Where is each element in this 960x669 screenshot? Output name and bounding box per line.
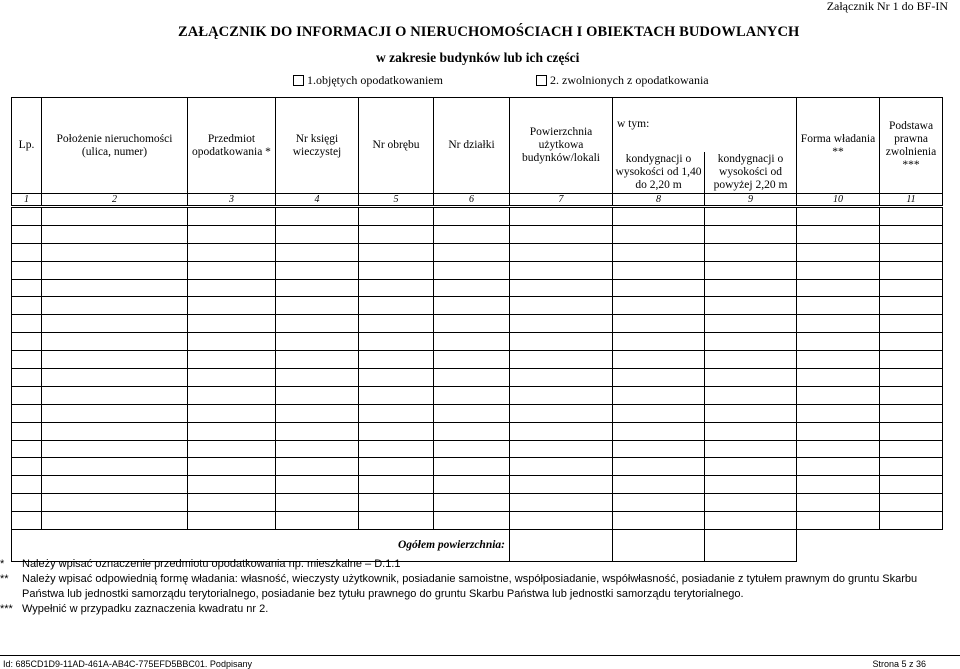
table-row <box>12 261 943 279</box>
property-table <box>11 97 943 562</box>
table-cell[interactable] <box>797 333 880 351</box>
header-row <box>12 98 943 152</box>
table-cell[interactable] <box>359 261 434 279</box>
table-cell[interactable] <box>797 476 880 494</box>
table-row <box>12 297 943 315</box>
table-cell[interactable] <box>705 369 797 387</box>
table-cell[interactable] <box>705 207 797 226</box>
table-row <box>12 512 943 530</box>
table-cell[interactable] <box>434 369 510 387</box>
column-number: 8 <box>613 194 705 207</box>
table-cell[interactable] <box>510 225 613 243</box>
table-cell[interactable] <box>42 386 188 404</box>
table-cell[interactable] <box>880 512 943 530</box>
table-cell[interactable] <box>276 458 359 476</box>
header-ownership: Forma władania ** <box>797 98 880 194</box>
table-cell[interactable] <box>359 422 434 440</box>
table-cell[interactable] <box>359 512 434 530</box>
table-cell[interactable] <box>510 315 613 333</box>
table-row <box>12 369 943 387</box>
table-cell[interactable] <box>510 261 613 279</box>
header-lp: Lp. <box>12 98 42 194</box>
table-cell[interactable] <box>797 512 880 530</box>
table-cell[interactable] <box>359 494 434 512</box>
table-cell[interactable] <box>510 207 613 226</box>
table-cell[interactable] <box>434 422 510 440</box>
table-cell[interactable] <box>434 261 510 279</box>
table-cell[interactable] <box>42 315 188 333</box>
table-cell[interactable] <box>613 386 705 404</box>
table-cell[interactable] <box>188 494 276 512</box>
table-cell[interactable] <box>797 225 880 243</box>
header-subject: Przedmiot opodatkowania * <box>188 98 276 194</box>
table-cell[interactable] <box>880 315 943 333</box>
table-cell[interactable] <box>188 422 276 440</box>
table-cell[interactable] <box>510 279 613 297</box>
table-cell[interactable] <box>188 476 276 494</box>
table-cell[interactable] <box>12 386 42 404</box>
table-cell[interactable] <box>359 243 434 261</box>
table-cell[interactable] <box>613 494 705 512</box>
table-cell[interactable] <box>359 386 434 404</box>
table-cell[interactable] <box>510 440 613 458</box>
table-cell[interactable] <box>880 476 943 494</box>
footnote-mark: *** <box>0 603 13 615</box>
table-cell[interactable] <box>42 369 188 387</box>
table-cell[interactable] <box>705 476 797 494</box>
column-number: 7 <box>510 194 613 207</box>
table-cell[interactable] <box>880 279 943 297</box>
table-cell[interactable] <box>880 494 943 512</box>
table-cell[interactable] <box>359 279 434 297</box>
table-cell[interactable] <box>613 207 705 226</box>
header-legal-basis: Podstawa prawna zwolnienia *** <box>880 98 943 194</box>
table-row <box>12 279 943 297</box>
table-cell[interactable] <box>12 243 42 261</box>
header-precinct: Nr obrębu <box>359 98 434 194</box>
table-cell[interactable] <box>359 351 434 369</box>
table-cell[interactable] <box>880 297 943 315</box>
table-cell[interactable] <box>705 458 797 476</box>
table-cell[interactable] <box>12 279 42 297</box>
table-cell[interactable] <box>510 512 613 530</box>
table-cell[interactable] <box>42 404 188 422</box>
table-cell[interactable] <box>188 458 276 476</box>
table-cell[interactable] <box>12 207 42 226</box>
table-row <box>12 225 943 243</box>
column-number: 11 <box>880 194 943 207</box>
table-cell[interactable] <box>359 225 434 243</box>
checkbox-taxed-label: 1.objętych opodatkowaniem <box>307 73 443 87</box>
table-cell[interactable] <box>434 279 510 297</box>
footnote <box>0 572 960 602</box>
table-cell[interactable] <box>510 422 613 440</box>
table-cell[interactable] <box>276 440 359 458</box>
table-cell[interactable] <box>42 261 188 279</box>
footer-page: Strona 5 z 36 <box>872 659 926 669</box>
table-row <box>12 458 943 476</box>
column-number: 10 <box>797 194 880 207</box>
table-row <box>12 422 943 440</box>
table-cell[interactable] <box>434 225 510 243</box>
table-cell[interactable] <box>613 333 705 351</box>
table-cell[interactable] <box>510 458 613 476</box>
table-cell[interactable] <box>42 279 188 297</box>
table-cell[interactable] <box>880 243 943 261</box>
table-cell[interactable] <box>705 315 797 333</box>
table-cell[interactable] <box>12 476 42 494</box>
table-cell[interactable] <box>42 494 188 512</box>
table-cell[interactable] <box>359 440 434 458</box>
table-cell[interactable] <box>510 386 613 404</box>
table-cell[interactable] <box>359 297 434 315</box>
table-cell[interactable] <box>276 476 359 494</box>
table-cell[interactable] <box>188 512 276 530</box>
table-cell[interactable] <box>613 279 705 297</box>
table-cell[interactable] <box>12 440 42 458</box>
table-cell[interactable] <box>276 386 359 404</box>
table-cell[interactable] <box>434 476 510 494</box>
table-cell[interactable] <box>276 243 359 261</box>
table-cell[interactable] <box>359 404 434 422</box>
header-location: Położenie nieruchomości (ulica, numer) <box>42 98 188 194</box>
table-cell[interactable] <box>42 351 188 369</box>
table-cell[interactable] <box>613 422 705 440</box>
table-cell[interactable] <box>880 351 943 369</box>
document-title: ZAŁĄCZNIK DO INFORMACJI O NIERUCHOMOŚCIACH I OBIEKTACH BUDOWLANYCH <box>178 24 800 40</box>
table-cell[interactable] <box>797 315 880 333</box>
header-land-register: Nr księgi wieczystej <box>276 98 359 194</box>
table-cell[interactable] <box>613 297 705 315</box>
table-cell[interactable] <box>705 333 797 351</box>
checkbox-taxed[interactable] <box>293 73 443 88</box>
table-cell[interactable] <box>359 476 434 494</box>
table-cell[interactable] <box>510 243 613 261</box>
table-cell[interactable] <box>613 512 705 530</box>
table-cell[interactable] <box>797 369 880 387</box>
document-subtitle: w zakresie budynków lub ich części <box>376 50 580 65</box>
table-cell[interactable] <box>276 315 359 333</box>
table-cell[interactable] <box>613 225 705 243</box>
table-cell[interactable] <box>880 261 943 279</box>
table-cell[interactable] <box>12 494 42 512</box>
footnote-text: Wypełnić w przypadku zaznaczenia kwadratu nr 2. <box>22 603 269 615</box>
table-cell[interactable] <box>434 404 510 422</box>
table-cell[interactable] <box>613 458 705 476</box>
table-cell[interactable] <box>880 207 943 226</box>
table-cell[interactable] <box>188 243 276 261</box>
table-cell[interactable] <box>797 207 880 226</box>
table-cell[interactable] <box>42 458 188 476</box>
footnote-text: Należy wpisać oznaczenie przedmiotu opodatkowania np. mieszkalne – D.1.1 <box>22 558 401 570</box>
table-cell[interactable] <box>188 369 276 387</box>
column-numbers-row <box>12 194 943 207</box>
table-cell[interactable] <box>510 476 613 494</box>
table-cell[interactable] <box>188 315 276 333</box>
table-row <box>12 476 943 494</box>
table-cell[interactable] <box>42 297 188 315</box>
table-cell[interactable] <box>434 207 510 226</box>
table-row <box>12 351 943 369</box>
table-cell[interactable] <box>797 279 880 297</box>
table-cell[interactable] <box>12 261 42 279</box>
header-area: Powierzchnia użytkowa budynków/lokali <box>510 98 613 194</box>
table-cell[interactable] <box>705 243 797 261</box>
checkbox-box[interactable] <box>536 75 547 86</box>
table-cell[interactable] <box>880 458 943 476</box>
table-cell[interactable] <box>705 440 797 458</box>
table-cell[interactable] <box>797 243 880 261</box>
table-cell[interactable] <box>42 440 188 458</box>
table-cell[interactable] <box>880 369 943 387</box>
table-cell[interactable] <box>880 422 943 440</box>
table-cell[interactable] <box>42 243 188 261</box>
table-cell[interactable] <box>705 386 797 404</box>
footer-id: Id: 685CD1D9-11AD-461A-AB4C-775EFD5BBC01. Podpisany <box>3 659 252 669</box>
table-cell[interactable] <box>188 225 276 243</box>
table-cell[interactable] <box>434 297 510 315</box>
table-cell[interactable] <box>359 207 434 226</box>
table-cell[interactable] <box>797 404 880 422</box>
table-cell[interactable] <box>797 386 880 404</box>
table-cell[interactable] <box>510 297 613 315</box>
table-row <box>12 207 943 226</box>
table-cell[interactable] <box>705 422 797 440</box>
table-cell[interactable] <box>613 315 705 333</box>
table-cell[interactable] <box>12 333 42 351</box>
table-cell[interactable] <box>12 297 42 315</box>
table-cell[interactable] <box>188 440 276 458</box>
table-cell[interactable] <box>276 369 359 387</box>
table-row <box>12 494 943 512</box>
table-cell[interactable] <box>359 369 434 387</box>
table-row <box>12 315 943 333</box>
column-number: 1 <box>12 194 42 207</box>
table-cell[interactable] <box>359 333 434 351</box>
table-cell[interactable] <box>510 333 613 351</box>
table-cell[interactable] <box>705 351 797 369</box>
column-number: 2 <box>42 194 188 207</box>
table-cell[interactable] <box>12 422 42 440</box>
table-cell[interactable] <box>705 404 797 422</box>
table-cell[interactable] <box>434 386 510 404</box>
header-plot: Nr działki <box>434 98 510 194</box>
table-cell[interactable] <box>705 494 797 512</box>
table-cell[interactable] <box>705 512 797 530</box>
table-cell[interactable] <box>188 333 276 351</box>
table-cell[interactable] <box>12 404 42 422</box>
footnote-mark: * <box>0 558 5 570</box>
table-cell[interactable] <box>613 351 705 369</box>
table-cell[interactable] <box>42 207 188 226</box>
header-including: w tym: <box>613 98 797 152</box>
table-cell[interactable] <box>276 261 359 279</box>
table-cell[interactable] <box>880 440 943 458</box>
table-cell[interactable] <box>276 404 359 422</box>
table-cell[interactable] <box>510 404 613 422</box>
footnote-mark: ** <box>0 573 9 585</box>
table-cell[interactable] <box>613 476 705 494</box>
footnotes <box>0 557 960 617</box>
table-cell[interactable] <box>12 315 42 333</box>
column-number: 4 <box>276 194 359 207</box>
table-row <box>12 386 943 404</box>
table-cell[interactable] <box>613 404 705 422</box>
table-cell[interactable] <box>276 494 359 512</box>
checkbox-exempt[interactable] <box>536 73 709 88</box>
table-cell[interactable] <box>42 422 188 440</box>
table-row <box>12 333 943 351</box>
checkbox-box[interactable] <box>293 75 304 86</box>
table-cell[interactable] <box>613 369 705 387</box>
table-cell[interactable] <box>276 422 359 440</box>
column-number: 6 <box>434 194 510 207</box>
table-cell[interactable] <box>434 243 510 261</box>
table-cell[interactable] <box>797 440 880 458</box>
table-cell[interactable] <box>613 261 705 279</box>
table-cell[interactable] <box>188 261 276 279</box>
table-cell[interactable] <box>188 404 276 422</box>
table-cell[interactable] <box>42 333 188 351</box>
column-number: 5 <box>359 194 434 207</box>
table-cell[interactable] <box>434 458 510 476</box>
table-cell[interactable] <box>613 243 705 261</box>
table-body <box>12 207 943 530</box>
table-cell[interactable] <box>12 351 42 369</box>
table-cell[interactable] <box>276 279 359 297</box>
footer-divider <box>0 655 960 656</box>
table-cell[interactable] <box>276 225 359 243</box>
table-cell[interactable] <box>434 512 510 530</box>
table-cell[interactable] <box>705 279 797 297</box>
annex-label: Załącznik Nr 1 do BF-IN <box>826 0 948 13</box>
table-cell[interactable] <box>880 225 943 243</box>
table-cell[interactable] <box>434 315 510 333</box>
table-cell[interactable] <box>434 494 510 512</box>
table-cell[interactable] <box>705 225 797 243</box>
footnote-text: Należy wpisać odpowiednią formę władania: własność, wieczysty użytkownik, posiadanie samoistne, współposiadanie, współwłasność, posiadanie z tytułem prawnym do gruntu Skarbu Państwa lub jednostki samorządu terytorialnego, posiadanie bez tytułu prawnego do gruntu Skarbu Państwa lub jednostki samorządu terytorialnego. <box>22 573 918 600</box>
table-cell[interactable] <box>276 333 359 351</box>
table-cell[interactable] <box>42 476 188 494</box>
total-label: Ogółem powierzchnia: <box>12 530 510 562</box>
table-cell[interactable] <box>42 225 188 243</box>
table-cell[interactable] <box>359 315 434 333</box>
table-cell[interactable] <box>613 440 705 458</box>
table-cell[interactable] <box>188 207 276 226</box>
table-cell[interactable] <box>705 297 797 315</box>
table-cell[interactable] <box>276 512 359 530</box>
table-cell[interactable] <box>188 386 276 404</box>
table-cell[interactable] <box>797 261 880 279</box>
table-cell[interactable] <box>42 512 188 530</box>
table-cell[interactable] <box>797 422 880 440</box>
table-row <box>12 440 943 458</box>
table-cell[interactable] <box>434 440 510 458</box>
table-cell[interactable] <box>434 333 510 351</box>
column-number: 3 <box>188 194 276 207</box>
table-cell[interactable] <box>510 494 613 512</box>
table-cell[interactable] <box>880 386 943 404</box>
table-cell[interactable] <box>434 351 510 369</box>
table-cell[interactable] <box>188 279 276 297</box>
table-cell[interactable] <box>797 458 880 476</box>
table-cell[interactable] <box>880 404 943 422</box>
table-row <box>12 404 943 422</box>
table-cell[interactable] <box>276 351 359 369</box>
table-cell[interactable] <box>12 458 42 476</box>
table-cell[interactable] <box>276 207 359 226</box>
table-cell[interactable] <box>12 225 42 243</box>
table-cell[interactable] <box>188 297 276 315</box>
header-floor-high: kondygnacji o wysokości od powyżej 2,20 m <box>705 152 797 194</box>
table-cell[interactable] <box>880 333 943 351</box>
table-cell[interactable] <box>359 458 434 476</box>
table-row <box>12 243 943 261</box>
column-number: 9 <box>705 194 797 207</box>
table-cell[interactable] <box>797 494 880 512</box>
table-cell[interactable] <box>510 351 613 369</box>
footnote <box>0 602 960 617</box>
footnote <box>0 557 960 572</box>
table-cell[interactable] <box>797 351 880 369</box>
table-cell[interactable] <box>276 297 359 315</box>
table-cell[interactable] <box>510 369 613 387</box>
table-cell[interactable] <box>705 261 797 279</box>
table-cell[interactable] <box>797 297 880 315</box>
checkbox-exempt-label: 2. zwolnionych z opodatkowania <box>550 73 709 87</box>
table-cell[interactable] <box>188 351 276 369</box>
table-cell[interactable] <box>12 512 42 530</box>
table-cell[interactable] <box>12 369 42 387</box>
header-floor-low: kondygnacji o wysokości od 1,40 do 2,20 m <box>613 152 705 194</box>
